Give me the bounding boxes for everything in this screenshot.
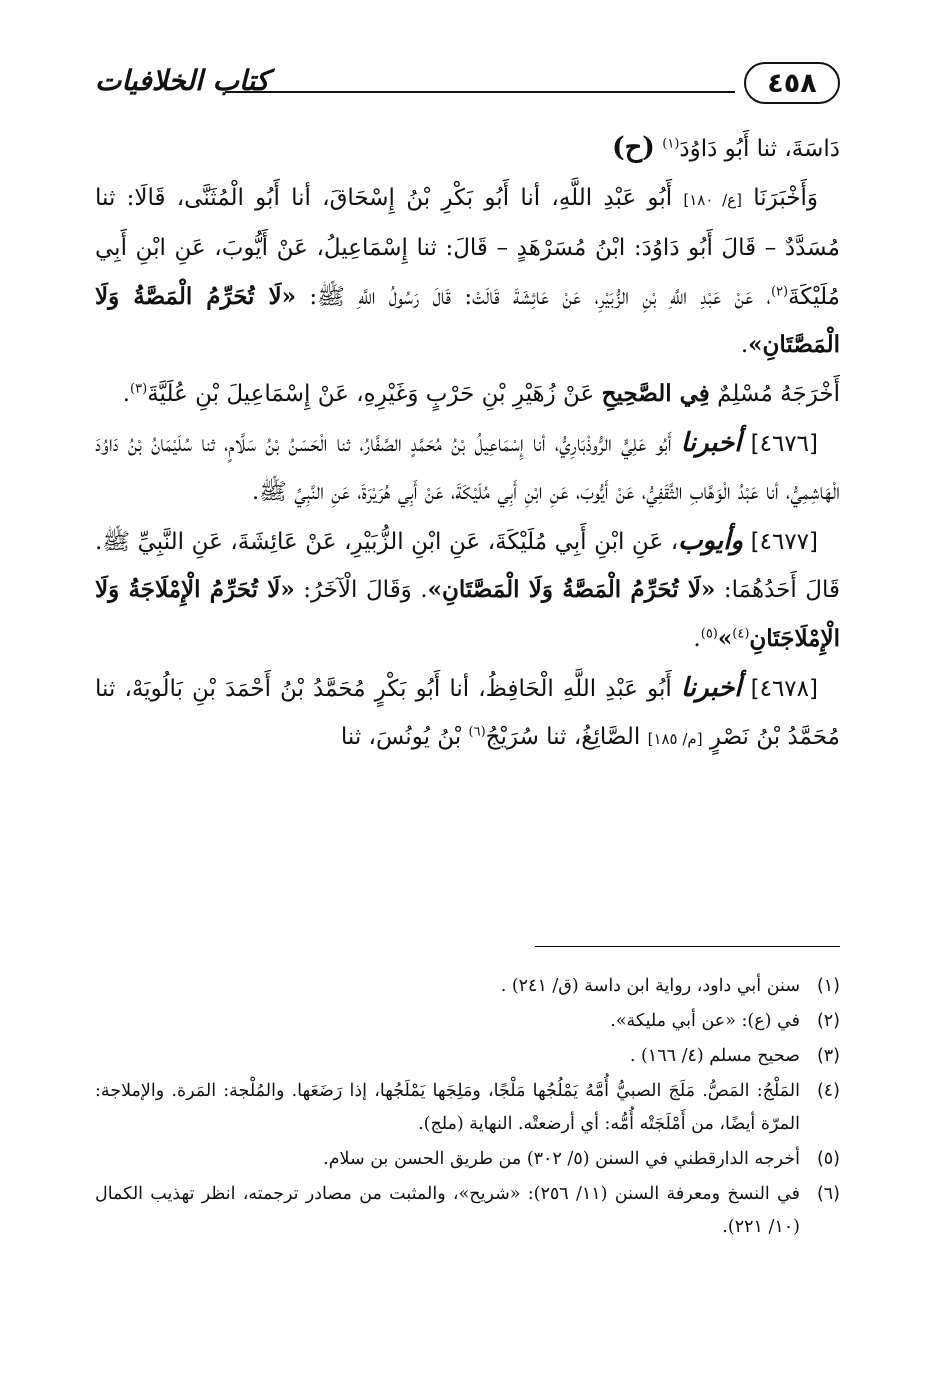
footnote-item (95, 970, 840, 1003)
footnote-number: (٤) (816, 1081, 840, 1101)
footnote-marker: (٣) (130, 381, 148, 397)
footnote-text: أخرجه الدارقطني في السنن (٥/ ٣٠٢) من طريق الحسن بن سلام. (323, 1149, 800, 1169)
paragraph-isnad (95, 174, 840, 370)
footnotes-section (95, 970, 840, 1246)
footnote-text: المَلْجُ: المَصُّ. مَلَجَ الصبيُّ أُمَّهُ يَمْلُجُها مَلْجًا، ومَلِجَها يَمْلَجُها، إذا رَضَعَها. والمُلْجة: المَرة. والإملاجة: المرّة أيضًا، من أَمْلَجَتْه أُمُّه: أي أرضعتْه. النهاية (ملج). (95, 1081, 800, 1134)
hadith-4676 (95, 419, 840, 517)
quote-close: » (717, 624, 733, 652)
isnad-switch-mark: (ح) (611, 132, 655, 163)
main-text (95, 124, 840, 764)
footnote-item (95, 1075, 840, 1141)
footnote-marker: (٤) (732, 626, 750, 642)
text-span: أَخْرَجَهُ مُسْلِمٌ (717, 380, 840, 407)
text-span: بْنُ يُونُسَ، ثنا (340, 724, 462, 751)
footnote-marker: (٥) (700, 626, 718, 642)
footnote-number: (٢) (816, 1011, 840, 1031)
manuscript-ref: [ع/ ١٨٠] (683, 190, 742, 209)
book-title: كتاب الخلافيات (95, 64, 270, 97)
text-span: ، عَنِ ابْنِ أَبِي مُلَيْكَةَ، عَنِ ابْنِ الزُّبَيْرِ، عَنْ عَائِشَةَ، عَنِ النَّبِيِّ ﷺ. قَالَ أَحَدُهُمَا: (95, 528, 841, 604)
footnote-number: (٦) (816, 1184, 840, 1204)
page-number-badge: ٤٥٨ (744, 62, 840, 104)
text-span: الصَّائِغُ، ثنا سُرَيْجُ (485, 724, 641, 751)
text-span: وَأَخْبَرَنَا (753, 184, 819, 211)
text-span: . (122, 380, 131, 407)
hadith-number: [٤٦٧٧] (750, 528, 818, 555)
paragraph-takhrij (95, 370, 840, 419)
text-span: . (740, 332, 749, 359)
keyword-wa-ayyub: وأيوب (678, 525, 744, 556)
footnote-text: صحيح مسلم (٤/ ١٦٦) . (629, 1046, 800, 1066)
manuscript-ref: [م/ ١٨٥] (647, 730, 703, 749)
footnote-divider (535, 946, 840, 947)
footnote-item (95, 1143, 840, 1176)
text-span: أَبُو عَبْدِ اللَّهِ، أنا أَبُو بَكْرِ بْنُ إِسْحَاقَ، أنا أَبُو الْمُثَنَّى، قَالَا: ثنا مُسَدَّدٌ – قَالَ أَبُو دَاوُدَ: ابْنُ مُسَرْهَدٍ – قَالَ: ثنا إِسْمَاعِيلُ، عَنْ أَيُّوبَ، عَنِ ابْنِ أَبِي مُلَيْكَةَ (95, 184, 841, 310)
footnote-text: في (ع): «عن أبي مليكة». (610, 1011, 800, 1031)
text-span: . وَقَالَ الْآخَرُ: (303, 577, 428, 604)
footnote-number: (٣) (816, 1046, 840, 1066)
footnote-number: (٥) (816, 1149, 840, 1169)
text-span: ، عَنْ عَبْدِ اللَّهِ بْنِ الزُّبَيْرِ، عَنْ عَائِشَةَ قَالَتْ: قَالَ رَسُولُ اللَّهِ ﷺ: (309, 283, 771, 310)
hadith-4678 (95, 664, 840, 764)
footnote-item (95, 1005, 840, 1038)
footnote-text: في النسخ ومعرفة السنن (١١/ ٢٥٦): «شريح»، والمثبت من مصادر ترجمته، انظر تهذيب الكمال (١٠/ ٢٢١). (95, 1184, 800, 1237)
hadith-quote: «لَا تُحَرِّمُ الْإِمْلَاجَةُ وَلَا الْإِمْلَاجَتَانِ (95, 576, 840, 652)
keyword-akhbarana: أخبرنا (680, 672, 742, 703)
keyword-akhbarana: أخبرنا (680, 427, 742, 458)
footnote-number: (١) (816, 976, 840, 996)
text-span: . (693, 625, 701, 652)
page-header (95, 62, 840, 108)
footnote-marker: (١) (662, 136, 680, 152)
text-span: دَاسَةَ، ثنا أَبُو دَاوُدَ (679, 136, 840, 162)
hadith-4677 (95, 517, 840, 664)
hadith-number: [٤٦٧٨] (750, 675, 818, 702)
footnote-text: سنن أبي داود، رواية ابن داسة (ق/ ٢٤١) . (500, 976, 800, 996)
paragraph-continuation (95, 124, 840, 174)
footnote-item (95, 1178, 840, 1244)
hadith-quote: «لَا تُحَرِّمُ الْمَصَّةُ وَلَا الْمَصَّتَانِ» (95, 282, 840, 359)
hadith-quote: «لَا تُحَرِّمُ الْمَصَّةُ وَلَا الْمَصَّتَانِ» (427, 576, 716, 604)
source-name: فِي الصَّحِيحِ (601, 379, 710, 407)
text-span: أَبُو عَلِيٍّ الرُّوذْبَارِيُّ، أنا إِسْمَاعِيلُ بْنُ مُحَمَّدٍ الصَّفَّارُ، ثنا الْحَسَنُ بْنُ سَلَّامٍ، ثنا سُلَيْمَانُ بْنُ دَاوُدَ الْهَاشِمِيُّ، أنا عَبْدُ الْوَهَّابِ الثَّقَفِيُّ، عَنْ أَيُّوبَ، عَنِ ابْنِ أَبِي مُلَيْكَةَ، عَنْ أَبِي هُرَيْرَةَ، عَنِ النَّبِيِّ ﷺ. (95, 430, 840, 506)
hadith-number: [٤٦٧٦] (750, 430, 818, 457)
text-span: أَبُو عَبْدِ اللَّهِ الْحَافِظُ، أنا أَبُو بَكْرٍ مُحَمَّدُ بْنُ أَحْمَدَ بْنِ بَالُويَهْ، ثنا مُحَمَّدُ بْنُ نَصْرٍ (95, 675, 840, 751)
footnote-item (95, 1040, 840, 1073)
footnote-marker: (٢) (770, 284, 789, 300)
footnote-marker: (٦) (468, 724, 486, 740)
header-rule (225, 91, 735, 93)
text-span: عَنْ زُهَيْرِ بْنِ حَرْبٍ وَغَيْرِهِ، عَنْ إِسْمَاعِيلَ بْنِ عُلَيَّةَ (147, 380, 595, 407)
